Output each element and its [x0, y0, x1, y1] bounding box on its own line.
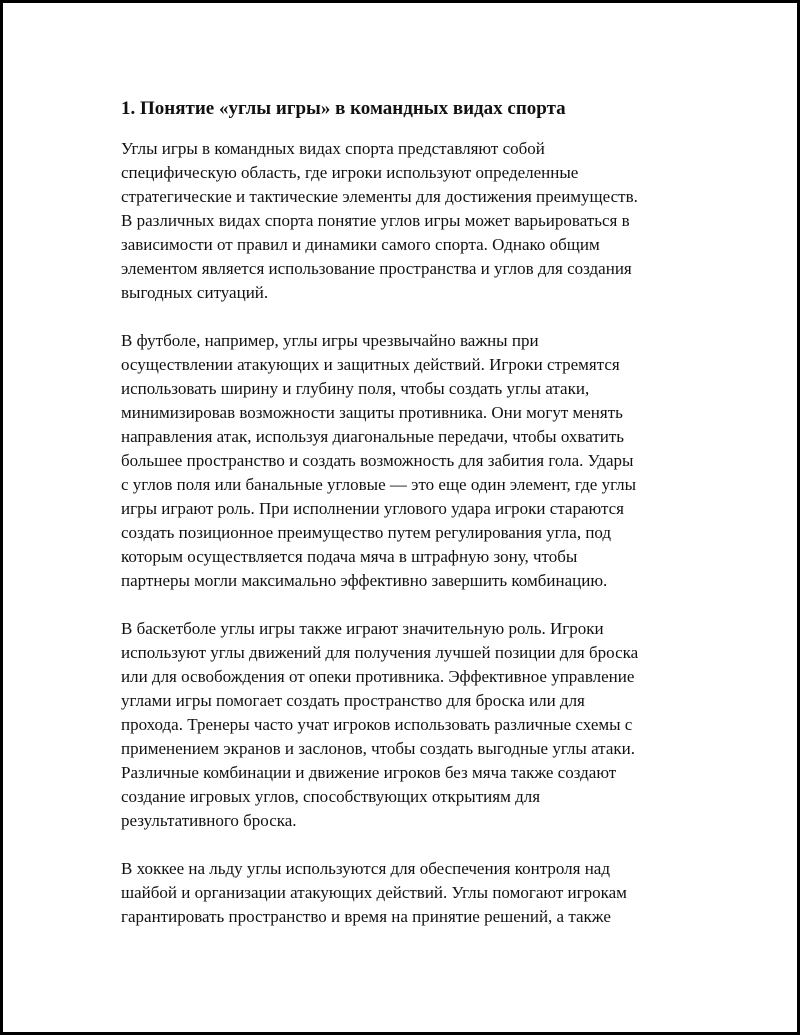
text-line: или для освобождения от опеки противника. Эффективное управление: [121, 667, 635, 686]
text-line: Углы игры в командных видах спорта представляют собой: [121, 139, 545, 158]
text-line: направления атак, используя диагональные передачи, чтобы охватить: [121, 427, 625, 446]
text-line: В футболе, например, углы игры чрезвычайно важны при: [121, 331, 539, 350]
text-line: минимизировав возможности защиты противника. Они могут менять: [121, 403, 623, 422]
text-line: применением экранов и заслонов, чтобы создать выгодные углы атаки.: [121, 739, 635, 758]
text-line: с углов поля или банальные угловые — это еще один элемент, где углы: [121, 475, 637, 494]
text-line: углами игры помогает создать пространство для броска или для: [121, 691, 585, 710]
text-line: элементом является использование пространства и углов для создания: [121, 259, 632, 278]
text-line: стратегические и тактические элементы для достижения преимуществ.: [121, 187, 638, 206]
text-line: игры играют роль. При исполнении углового удара игроки стараются: [121, 499, 624, 518]
section-heading: 1. Понятие «углы игры» в командных видах спорта: [121, 98, 566, 119]
text-line: В различных видах спорта понятие углов игры может варьироваться в: [121, 211, 630, 230]
text-line: зависимости от правил и динамики самого спорта. Однако общим: [121, 235, 600, 254]
text-line: прохода. Тренеры часто учат игроков использовать различные схемы с: [121, 715, 633, 734]
text-line: Различные комбинации и движение игроков без мяча также создают: [121, 763, 617, 782]
text-line: использовать ширину и глубину поля, чтобы создать углы атаки,: [121, 379, 590, 398]
text-line: выгодных ситуаций.: [121, 283, 269, 302]
text-line: осуществлении атакующих и защитных действий. Игроки стремятся: [121, 355, 620, 374]
text-line: В хоккее на льду углы используются для обеспечения контроля над: [121, 859, 610, 878]
body-paragraph: [121, 137, 701, 305]
document-content: [121, 95, 701, 953]
text-line: которым осуществляется подача мяча в штрафную зону, чтобы: [121, 547, 578, 566]
text-line: специфическую область, где игроки используют определенные: [121, 163, 579, 182]
text-line: создание игровых углов, способствующих открытиям для: [121, 787, 541, 806]
text-line: гарантировать пространство и время на принятие решений, а также: [121, 907, 611, 926]
body-paragraph: [121, 329, 701, 593]
text-line: партнеры могли максимально эффективно завершить комбинацию.: [121, 571, 608, 590]
body-paragraph: [121, 857, 701, 929]
text-line: используют углы движений для получения лучшей позиции для броска: [121, 643, 639, 662]
body-paragraph: [121, 617, 701, 833]
text-line: В баскетболе углы игры также играют значительную роль. Игроки: [121, 619, 604, 638]
text-line: большее пространство и создать возможность для забития гола. Удары: [121, 451, 634, 470]
text-line: создать позиционное преимущество путем регулирования угла, под: [121, 523, 612, 542]
paragraph-list: [121, 137, 701, 929]
text-line: результативного броска.: [121, 811, 297, 830]
text-line: шайбой и организации атакующих действий. Углы помогают игрокам: [121, 883, 627, 902]
